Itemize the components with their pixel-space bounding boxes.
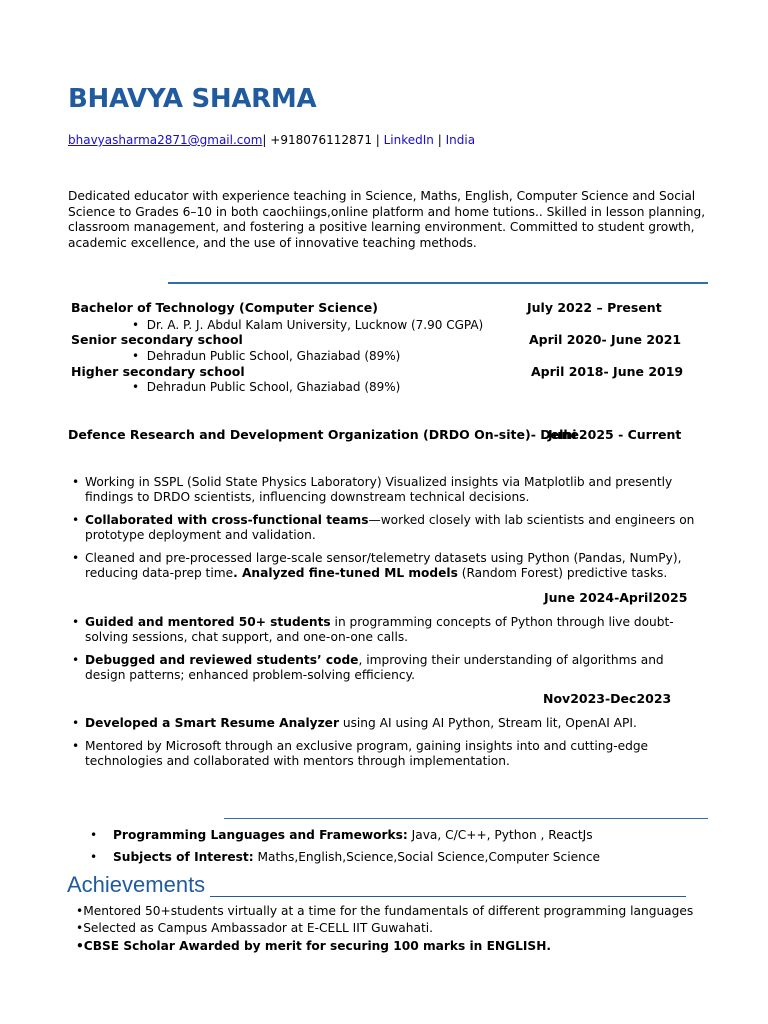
separator: | bbox=[433, 133, 446, 147]
education-title: Higher secondary school bbox=[71, 364, 245, 379]
summary-paragraph: Dedicated educator with experience teaching in Science, Maths, English, Computer Science and Social Science to Grades 6–10 in both caochiings,online platform and home tutions.. Skilled in lesson planning, classroom management, and fostering a positive learning environment. Committed to student growth, academic excellence, and the use of innovative teaching methods. bbox=[68, 189, 706, 250]
achievement-item: •Selected as Campus Ambassador at E-CELL IIT Guwahati. bbox=[76, 921, 434, 935]
list-item: • Working in SSPL (Solid State Physics Laboratory) Visualized insights via Matplotlib and presently findings to DRDO scientists, influencing downstream technical decisions. bbox=[72, 475, 702, 505]
organization-date: June2025 - Current bbox=[548, 427, 682, 442]
achievement-item: •Mentored 50+students virtually at a time for the fundamentals of different programming languages bbox=[76, 904, 694, 918]
candidate-name: BHAVYA SHARMA bbox=[68, 84, 317, 114]
linkedin-link[interactable]: LinkedIn bbox=[383, 133, 434, 147]
list-item: • Developed a Smart Resume Analyzer using AI using AI Python, Stream lit, OpenAI API. bbox=[72, 716, 702, 731]
education-detail: • Dr. A. P. J. Abdul Kalam University, Lucknow (7.90 CGPA) bbox=[132, 318, 484, 332]
education-detail: • Dehradun Public School, Ghaziabad (89%) bbox=[132, 380, 401, 394]
project-bullets bbox=[72, 716, 702, 769]
list-item: • Collaborated with cross-functional teams—worked closely with lab scientists and engineers on prototype deployment and validation. bbox=[72, 513, 702, 543]
list-item: • Guided and mentored 50+ students in programming concepts of Python through live doubt-solving sessions, chat support, and one-on-one calls. bbox=[72, 615, 702, 645]
list-item: • Mentored by Microsoft through an exclusive program, gaining insights into and cutting-edge technologies and collaborated with mentors through implementation. bbox=[72, 739, 702, 769]
experience-date: June 2024-April2025 bbox=[544, 590, 688, 605]
education-date: April 2020- June 2021 bbox=[529, 332, 682, 347]
drdo-bullets bbox=[72, 475, 702, 581]
section-divider bbox=[224, 818, 708, 819]
education-title: Bachelor of Technology (Computer Science) bbox=[71, 300, 378, 315]
mentoring-bullets bbox=[72, 615, 702, 683]
achievement-item: •CBSE Scholar Awarded by merit for securing 100 marks in ENGLISH. bbox=[76, 939, 552, 953]
experience-date: Nov2023-Dec2023 bbox=[543, 691, 672, 706]
list-item: • Debugged and reviewed students’ code, improving their understanding of algorithms and design patterns; enhanced problem-solving efficiency. bbox=[72, 653, 702, 683]
education-date: April 2018- June 2019 bbox=[531, 364, 684, 379]
section-divider bbox=[168, 282, 708, 284]
location-link[interactable]: India bbox=[445, 133, 476, 147]
contact-line bbox=[68, 133, 475, 147]
phone-text: | +918076112871 | bbox=[262, 133, 384, 147]
skill-item: • Subjects of Interest: Maths,English,Science,Social Science,Computer Science bbox=[90, 850, 601, 864]
education-date: July 2022 – Present bbox=[527, 300, 662, 315]
email-link[interactable]: bhavyasharma2871@gmail.com bbox=[68, 133, 263, 147]
education-detail: • Dehradun Public School, Ghaziabad (89%) bbox=[132, 349, 401, 363]
section-divider bbox=[210, 896, 686, 897]
organization-title: Defence Research and Development Organization (DRDO On-site)- Delhi bbox=[68, 427, 577, 442]
achievements-heading: Achievements bbox=[67, 872, 206, 897]
skill-item: • Programming Languages and Frameworks: Java, C/C++, Python , ReactJs bbox=[90, 828, 593, 842]
education-title: Senior secondary school bbox=[71, 332, 243, 347]
list-item: • Cleaned and pre-processed large-scale sensor/telemetry datasets using Python (Pandas, NumPy), reducing data-prep time. Analyzed fine-tuned ML models (Random Forest) predictive tasks. bbox=[72, 551, 702, 581]
